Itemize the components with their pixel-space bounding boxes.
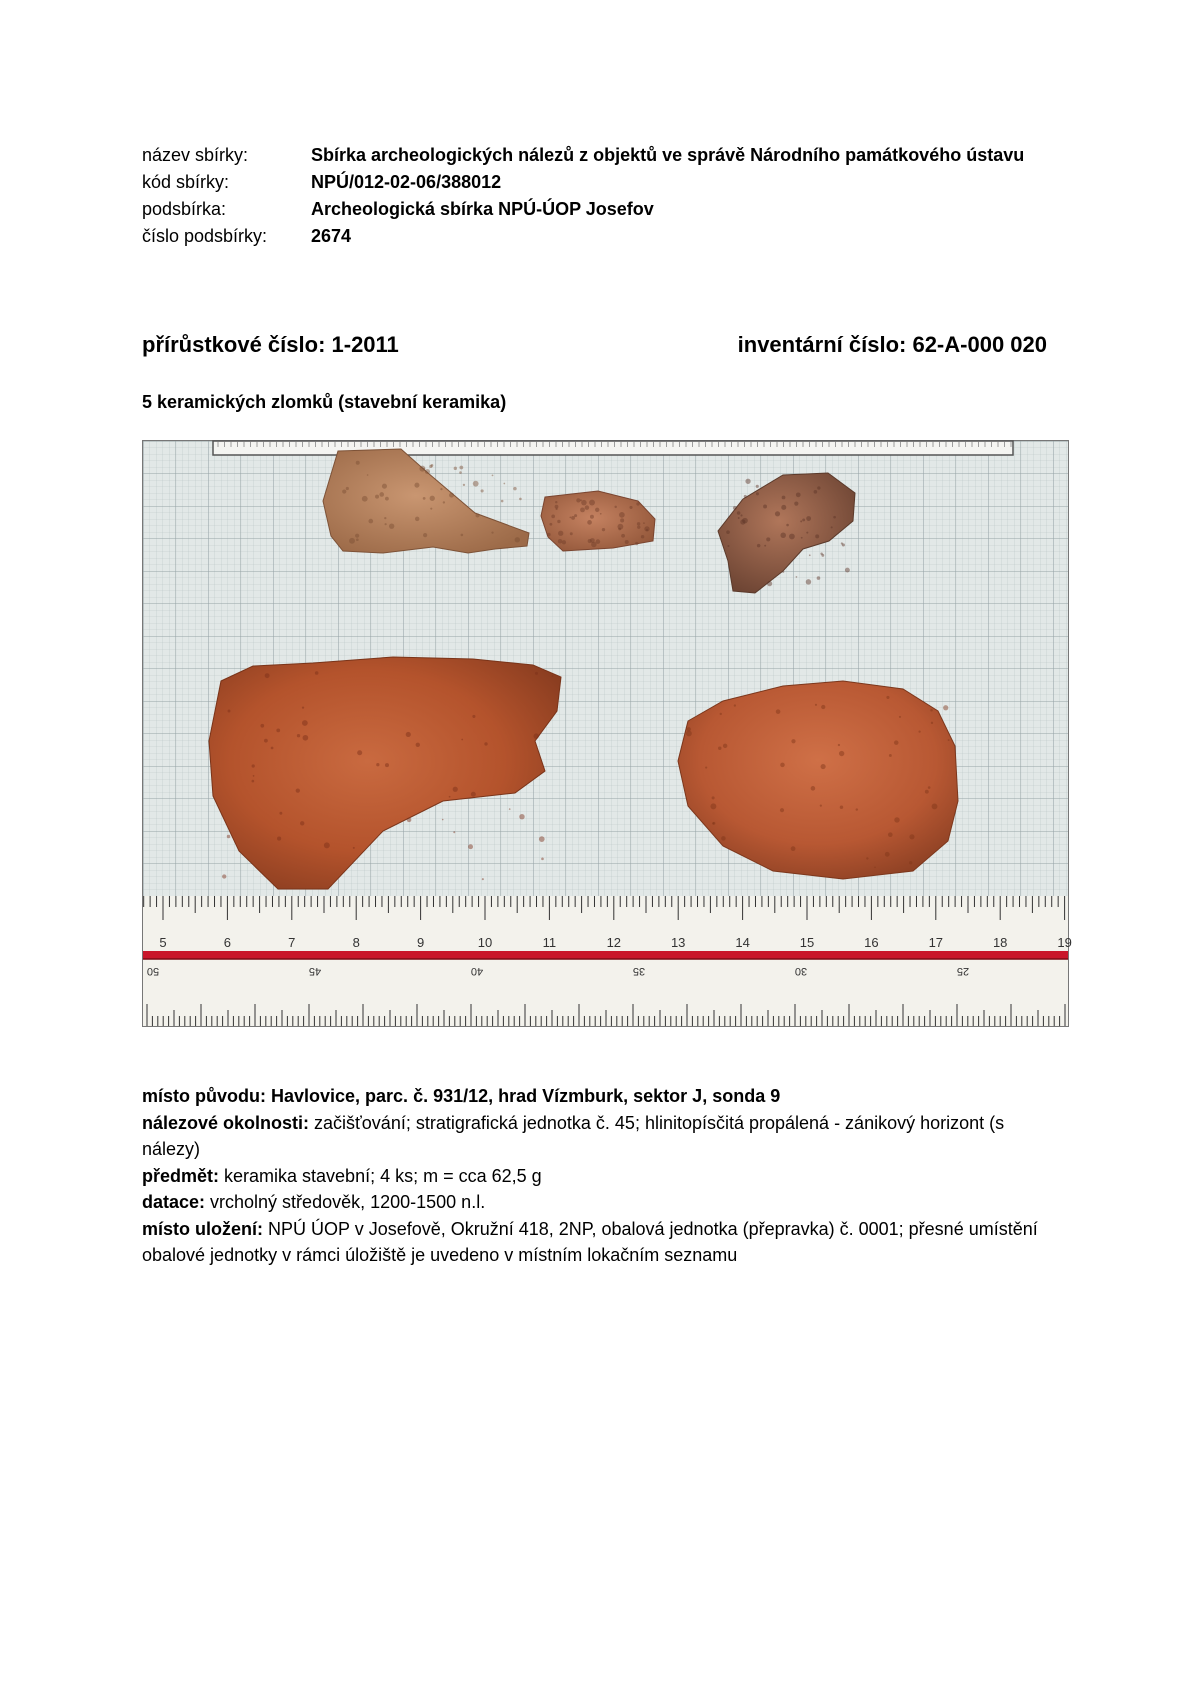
texture-speck: [585, 505, 589, 509]
texture-speck: [789, 534, 795, 540]
texture-speck: [279, 812, 282, 815]
collection-code-value: NPÚ/012-02-06/388012: [311, 172, 502, 192]
texture-speck: [721, 836, 726, 841]
texture-speck: [356, 538, 359, 541]
texture-speck: [641, 535, 644, 538]
texture-speck: [820, 804, 822, 806]
texture-speck: [756, 485, 759, 488]
find-circumstances-value: začišťování; stratigrafická jednotka č. 45; hlinitopísčitá propálená - zánikový horizont (s nálezy): [142, 1112, 1005, 1159]
texture-speck: [767, 581, 772, 586]
ruler-label: 30: [794, 965, 808, 977]
texture-speck: [918, 730, 920, 732]
ruler-label: 5: [159, 935, 167, 950]
texture-speck: [353, 847, 355, 849]
measuring-ruler: [143, 896, 1068, 1026]
texture-speck: [558, 539, 563, 544]
texture-speck: [539, 836, 545, 842]
texture-speck: [406, 732, 411, 737]
subcollection-label: podsbírka:: [142, 199, 227, 219]
texture-speck: [222, 874, 226, 878]
accession-numbers: [142, 332, 1047, 358]
texture-speck: [840, 805, 843, 808]
texture-speck: [356, 461, 360, 465]
texture-speck: [384, 517, 386, 519]
texture-speck: [315, 671, 319, 675]
texture-speck: [636, 502, 639, 505]
texture-speck: [637, 525, 640, 528]
texture-speck: [385, 763, 389, 767]
texture-speck: [296, 788, 300, 792]
texture-speck: [738, 517, 740, 519]
texture-speck: [264, 739, 268, 743]
texture-speck: [570, 532, 573, 535]
texture-speck: [800, 520, 802, 522]
ruler-label: 7: [288, 935, 296, 950]
texture-speck: [821, 764, 826, 769]
texture-speck: [379, 492, 384, 497]
texture-speck: [430, 508, 432, 510]
texture-speck: [276, 728, 280, 732]
texture-speck: [368, 519, 373, 524]
texture-speck: [461, 534, 464, 537]
texture-speck: [519, 498, 522, 501]
ruler-label: 11: [542, 935, 557, 950]
texture-speck: [625, 540, 629, 544]
storage-location: [142, 1216, 1047, 1269]
ruler-label: 6: [223, 935, 232, 950]
texture-speck: [442, 819, 444, 821]
texture-speck: [375, 495, 379, 499]
texture-speck: [416, 743, 420, 747]
texture-speck: [744, 495, 747, 498]
texture-speck: [806, 516, 811, 521]
texture-speck: [415, 517, 419, 521]
inventory-number: inventární číslo: 62-A-000 020: [737, 332, 1047, 357]
texture-speck: [492, 474, 494, 476]
texture-speck: [646, 529, 648, 531]
texture-speck: [766, 537, 770, 541]
texture-speck: [621, 534, 625, 538]
subcollection-row: [142, 196, 1047, 223]
texture-speck: [389, 523, 394, 528]
ruler-label: 12: [606, 935, 622, 950]
texture-speck: [419, 466, 425, 472]
find-circumstances-label: nálezové okolnosti:: [142, 1112, 310, 1133]
texture-speck: [509, 808, 511, 810]
texture-speck: [886, 696, 889, 699]
texture-speck: [815, 534, 819, 538]
texture-speck: [806, 532, 808, 534]
texture-speck: [796, 576, 798, 578]
texture-speck: [513, 487, 517, 491]
collection-metadata: [142, 142, 1047, 250]
texture-speck: [580, 499, 582, 501]
find-circumstances: [142, 1110, 1047, 1163]
texture-speck: [535, 672, 538, 675]
texture-speck: [796, 492, 801, 497]
storage-location-label: místo uložení:: [142, 1218, 263, 1239]
texture-speck: [821, 705, 825, 709]
texture-speck: [629, 506, 632, 509]
object-title: 5 keramických zlomků (stavební keramika): [142, 392, 507, 412]
texture-speck: [894, 740, 899, 745]
texture-speck: [260, 724, 264, 728]
texture-speck: [501, 500, 504, 503]
ruler-label: 19: [1057, 935, 1072, 950]
texture-speck: [342, 489, 346, 493]
texture-speck: [595, 508, 599, 512]
texture-speck: [614, 506, 616, 508]
texture-speck: [856, 808, 858, 810]
texture-speck: [635, 542, 638, 545]
texture-speck: [482, 878, 484, 880]
texture-speck: [733, 506, 737, 510]
texture-speck: [297, 734, 300, 737]
texture-speck: [757, 544, 760, 547]
texture-speck: [471, 792, 476, 797]
texture-speck: [686, 731, 692, 737]
texture-speck: [551, 515, 555, 519]
ruler-label: 14: [735, 935, 750, 950]
texture-speck: [453, 787, 458, 792]
texture-speck: [549, 523, 552, 526]
texture-speck: [557, 520, 560, 523]
object-description: [142, 1163, 1047, 1190]
texture-speck: [385, 523, 387, 525]
texture-speck: [811, 786, 816, 791]
artifact-photo: [142, 440, 1072, 1027]
ruler-label: 35: [632, 965, 646, 977]
texture-speck: [503, 483, 505, 485]
texture-speck: [555, 501, 557, 503]
texture-speck: [931, 722, 933, 724]
texture-speck: [712, 796, 715, 799]
texture-speck: [476, 513, 480, 517]
ruler-label: 50: [146, 965, 160, 977]
subcollection-number-value: 2674: [311, 226, 352, 246]
texture-speck: [737, 511, 741, 515]
texture-speck: [817, 486, 820, 489]
texture-speck: [619, 512, 625, 518]
texture-speck: [440, 488, 442, 490]
texture-speck: [414, 483, 419, 488]
texture-speck: [809, 554, 811, 556]
texture-speck: [801, 537, 803, 539]
texture-speck: [943, 705, 948, 710]
storage-location-value: NPÚ ÚOP v Josefově, Okružní 418, 2NP, obalová jednotka (přepravka) č. 0001; přesné umístění obalové jednotky v rámci úložiště je uvedeno v místním lokačním seznamu: [142, 1218, 1038, 1265]
texture-speck: [888, 832, 893, 837]
texture-speck: [468, 844, 473, 849]
texture-speck: [429, 465, 432, 468]
ruler-label: 8: [352, 935, 360, 950]
texture-speck: [909, 861, 912, 864]
texture-speck: [885, 852, 890, 857]
texture-speck: [776, 709, 781, 714]
texture-speck: [763, 505, 767, 509]
texture-speck: [820, 553, 822, 555]
texture-speck: [841, 542, 843, 544]
texture-speck: [443, 501, 445, 503]
texture-speck: [491, 532, 493, 534]
texture-speck: [463, 484, 465, 486]
texture-speck: [580, 507, 585, 512]
texture-speck: [637, 522, 640, 525]
texture-speck: [349, 538, 355, 544]
texture-speck: [382, 484, 387, 489]
texture-speck: [588, 539, 592, 543]
texture-speck: [780, 532, 786, 538]
texture-speck: [271, 747, 274, 750]
object-description-value: keramika stavební; 4 ks; m = cca 62,5 g: [219, 1165, 542, 1186]
texture-speck: [423, 533, 427, 537]
texture-speck: [925, 790, 929, 794]
texture-speck: [556, 508, 558, 510]
texture-speck: [571, 516, 575, 520]
texture-speck: [302, 706, 304, 708]
ruler-red-stripe: [143, 951, 1068, 959]
texture-speck: [385, 497, 389, 501]
texture-speck: [780, 763, 784, 767]
ruler-label: 10: [477, 935, 493, 950]
ruler-label: 40: [470, 965, 484, 977]
texture-speck: [734, 704, 736, 706]
texture-speck: [742, 518, 748, 524]
texture-speck: [574, 514, 577, 517]
texture-speck: [252, 780, 255, 783]
texture-speck: [839, 751, 844, 756]
texture-speck: [817, 576, 821, 580]
ruler-label: 9: [416, 935, 425, 950]
texture-speck: [815, 704, 817, 706]
texture-speck: [831, 526, 833, 528]
dating-value: vrcholný středověk, 1200-1500 n.l.: [205, 1192, 486, 1212]
texture-speck: [782, 496, 786, 500]
place-of-origin: místo původu: Havlovice, parc. č. 931/12, hrad Vízmburk, sektor J, sonda 9: [142, 1086, 781, 1106]
texture-speck: [552, 675, 554, 677]
texture-speck: [558, 531, 563, 536]
texture-speck: [602, 528, 605, 531]
dating-label: datace:: [142, 1192, 206, 1212]
texture-speck: [866, 857, 868, 859]
texture-speck: [786, 524, 789, 527]
texture-speck: [253, 775, 255, 777]
texture-speck: [357, 750, 362, 755]
texture-speck: [324, 842, 330, 848]
texture-speck: [407, 817, 412, 822]
texture-speck: [643, 522, 645, 524]
texture-speck: [838, 744, 840, 746]
texture-speck: [899, 716, 901, 718]
texture-speck: [228, 710, 231, 713]
texture-speck: [449, 493, 454, 498]
texture-speck: [781, 505, 786, 510]
texture-speck: [515, 537, 520, 542]
texture-speck: [791, 739, 795, 743]
texture-speck: [894, 817, 899, 822]
ruler-label: 15: [799, 935, 815, 950]
texture-speck: [874, 866, 876, 868]
texture-speck: [265, 673, 270, 678]
texture-speck: [814, 490, 818, 494]
texture-speck: [581, 500, 586, 505]
texture-speck: [756, 492, 759, 495]
collection-name-label: název sbírky:: [142, 145, 249, 165]
texture-speck: [453, 831, 455, 833]
texture-speck: [277, 837, 281, 841]
texture-speck: [727, 545, 729, 547]
texture-speck: [889, 754, 892, 757]
texture-speck: [302, 720, 308, 726]
ruler-label: 13: [670, 935, 686, 950]
texture-speck: [740, 514, 742, 516]
texture-speck: [764, 545, 766, 547]
subcollection-number-row: [142, 223, 1047, 250]
texture-speck: [948, 739, 950, 741]
texture-speck: [227, 835, 230, 838]
texture-speck: [472, 715, 475, 718]
collection-code-row: [142, 169, 1047, 196]
texture-speck: [930, 709, 933, 712]
texture-speck: [928, 786, 931, 789]
texture-speck: [362, 496, 368, 502]
collection-name-value: Sbírka archeologických nálezů z objektů ve správě Národního památkového ústavu: [311, 145, 1025, 165]
ruler-label: 16: [864, 935, 879, 950]
texture-speck: [367, 474, 369, 476]
dating: [142, 1189, 1047, 1216]
texture-speck: [519, 814, 524, 819]
texture-speck: [569, 516, 571, 518]
texture-speck: [713, 822, 716, 825]
texture-speck: [620, 518, 624, 522]
texture-speck: [461, 739, 463, 741]
collection-code-label: kód sbírky:: [142, 172, 230, 192]
texture-speck: [791, 846, 796, 851]
ruler-label: 25: [956, 965, 970, 977]
texture-speck: [459, 466, 463, 470]
texture-speck: [481, 489, 484, 492]
object-description-label: předmět:: [142, 1165, 220, 1186]
accession-number: přírůstkové číslo: 1-2011: [142, 332, 399, 357]
texture-speck: [590, 515, 594, 519]
texture-speck: [252, 764, 255, 767]
collection-name-row: [142, 142, 1047, 169]
texture-speck: [376, 763, 379, 766]
texture-speck: [355, 534, 359, 538]
texture-speck: [547, 533, 551, 537]
texture-speck: [705, 767, 707, 769]
top-ruler-strip: [213, 441, 1013, 455]
texture-speck: [589, 500, 595, 506]
subcollection-value: Archeologická sbírka NPÚ-ÚOP Josefov: [311, 199, 654, 219]
ruler-label: 17: [928, 935, 944, 950]
texture-speck: [845, 568, 850, 573]
texture-speck: [932, 803, 938, 809]
texture-speck: [484, 742, 487, 745]
texture-speck: [454, 467, 457, 470]
texture-speck: [473, 481, 479, 487]
texture-speck: [587, 520, 592, 525]
ruler-label: 45: [308, 965, 322, 977]
texture-speck: [534, 733, 539, 738]
texture-speck: [780, 808, 784, 812]
texture-speck: [710, 803, 716, 809]
texture-speck: [617, 524, 623, 530]
texture-speck: [726, 530, 730, 534]
texture-speck: [430, 496, 435, 501]
texture-speck: [576, 498, 580, 502]
texture-speck: [449, 796, 451, 798]
texture-speck: [720, 713, 722, 715]
texture-speck: [562, 540, 566, 544]
texture-speck: [775, 511, 780, 516]
texture-speck: [300, 821, 304, 825]
texture-speck: [541, 858, 544, 861]
texture-speck: [782, 571, 784, 573]
texture-speck: [423, 497, 426, 500]
texture-speck: [718, 747, 721, 750]
texture-speck: [802, 518, 805, 521]
texture-speck: [346, 487, 349, 490]
texture-speck: [806, 579, 811, 584]
texture-speck: [600, 513, 602, 515]
texture-speck: [723, 744, 727, 748]
find-details: [142, 1083, 1047, 1269]
texture-speck: [833, 516, 836, 519]
texture-speck: [794, 502, 798, 506]
texture-speck: [745, 479, 750, 484]
texture-speck: [425, 469, 430, 474]
subcollection-number-label: číslo podsbírky:: [142, 226, 268, 246]
ruler-label: 18: [992, 935, 1008, 950]
texture-speck: [303, 735, 309, 741]
texture-speck: [909, 834, 914, 839]
texture-speck: [459, 471, 462, 474]
